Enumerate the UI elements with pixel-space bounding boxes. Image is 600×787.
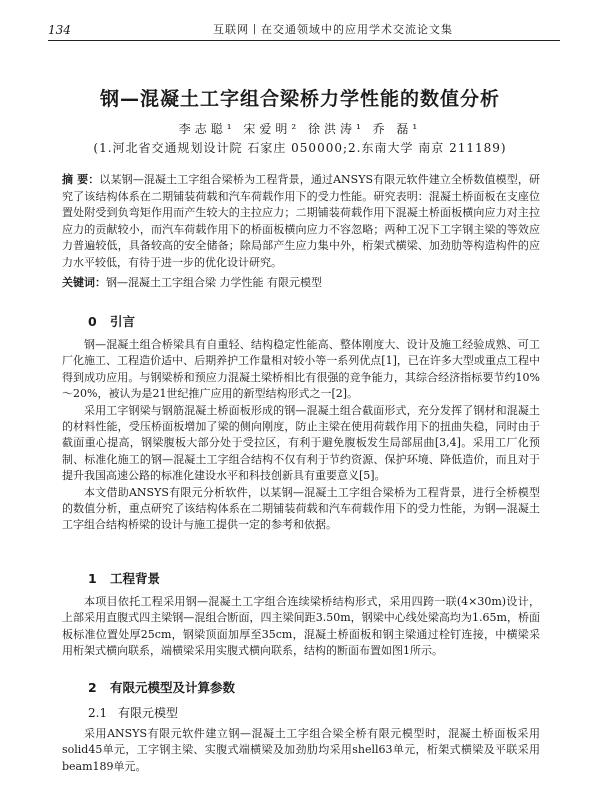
page-number: 134 — [48, 23, 71, 37]
subsection-heading-fem-model — [88, 704, 178, 722]
subsection-number: 2.1 — [88, 706, 108, 720]
abstract-text: 以某钢—混凝土工字组合梁桥为工程背景，通过ANSYS有限元软件建立全桥数值模型，研究了该结构体系在二期铺装荷载和汽车荷载作用下的受力性能。研究表明：混凝土桥面板在支座位置处附受到负弯矩作用而产生较大的主拉应力；二期铺装荷载作用下混凝土桥面板横向应力对主拉应力的贡献较小，而汽车荷载作用下的桥面板横向应力不容忽略；两种工况下工字钢主梁的等效应力普遍较低，具备较高的安全储备；除局部产生应力集中外，桁架式横梁、加劲肋等构造构件的应力水平较低，有待于进一步的优化设计研究。 — [62, 173, 540, 269]
section-number: 1 — [88, 571, 97, 586]
intro-paragraph-1: 钢—混凝土组合桥梁具有自重轻、结构稳定性能高、整体刚度大、设计及施工经验成熟、可工厂化施工、工程造价适中、后期养护工作量相对较小等一系列优点[1]，已在许多大型或重点工程中得到成功应用。与钢梁桥和预应力混凝土梁桥相比有很强的竞争能力，其综合经济指标要节约10%～20%，被认为是21世纪推广应用的新型结构形式之一[2]。 — [62, 338, 540, 401]
intro-body — [62, 337, 540, 534]
fem-paragraph-1: 采用ANSYS有限元软件建立钢—混凝土工字组合梁全桥有限元模型时，混凝土桥面板采用solid45单元，工字钢主梁、实腹式端横梁及加劲肋均采用shell63单元，桁架式横梁及平联采用beam189单元。 — [62, 727, 540, 773]
background-paragraph-1: 本项目依托工程采用钢—混凝土工字组合连续梁桥结构形式，采用四跨一联(4×30m)设计，上部采用直腹式四主梁钢—混组合断面，四主梁间距3.50m，钢梁中心线处梁高均为1.65m，桥面板标准位置处厚25cm，钢梁顶面加厚至35cm，混凝土桥面板和钢主梁通过栓钉连接，中横梁采用桁架式横向联系，端横梁采用实腹式横向联系，结构的断面布置如图1所示。 — [62, 595, 540, 658]
subsection-title: 有限元模型 — [118, 706, 179, 720]
section-title: 工程背景 — [110, 571, 161, 586]
journal-title: 互联网丨在交通领域中的应用学术交流论文集 — [213, 23, 453, 36]
keywords-text: 钢—混凝土工字组合梁 力学性能 有限元模型 — [106, 276, 322, 289]
section-heading-background — [88, 570, 160, 588]
background-body — [62, 594, 540, 660]
section-number: 2 — [88, 680, 97, 695]
header-rule — [48, 40, 560, 41]
keywords-label: 关键词： — [62, 276, 106, 289]
running-header — [48, 22, 558, 38]
author-list: 李志聪¹ 宋爱明² 徐洪涛¹ 乔 磊¹ — [178, 122, 422, 136]
section-heading-fem — [88, 679, 235, 697]
fem-body — [62, 726, 540, 775]
affiliation: (1.河北省交通规划设计院 石家庄 050000;2.东南大学 南京 211189) — [93, 141, 507, 155]
keywords — [62, 275, 540, 291]
intro-paragraph-3: 本文借助ANSYS有限元分析软件，以某钢—混凝土工字组合梁桥为工程背景，进行全桥模型的数值分析，重点研究了该结构体系在二期铺装荷载和汽车荷载作用下的受力性能，为钢—混凝土工字组合结构桥梁的设计与施工提供一定的参考和依据。 — [62, 485, 540, 532]
section-number: 0 — [88, 314, 97, 329]
paper-title: 钢—混凝土工字组合梁桥力学性能的数值分析 — [99, 88, 500, 110]
section-heading-intro — [88, 313, 135, 331]
section-title: 引言 — [110, 314, 136, 329]
intro-paragraph-2: 采用工字钢梁与钢筋混凝土桥面板形成的钢—混凝土组合截面形式，充分发挥了钢材和混凝土的材料性能，受压桥面板增加了梁的侧向刚度，防止主梁在使用荷载作用下的扭曲失稳，同时由于截面重心提高，钢梁腹板大部分处于受拉区，有利于避免腹板发生局部屈曲[3,4]。采用工厂化预制、标准化施工的钢—混凝土工字组合结构不仅有利于节约资源、保护环境、降低造价，而且对于提升我国高速公路的标准化建设水平和科技创新具有重要意义[5]。 — [62, 403, 540, 483]
abstract-label: 摘 要： — [62, 173, 100, 186]
abstract — [62, 172, 540, 272]
section-title: 有限元模型及计算参数 — [110, 680, 236, 695]
